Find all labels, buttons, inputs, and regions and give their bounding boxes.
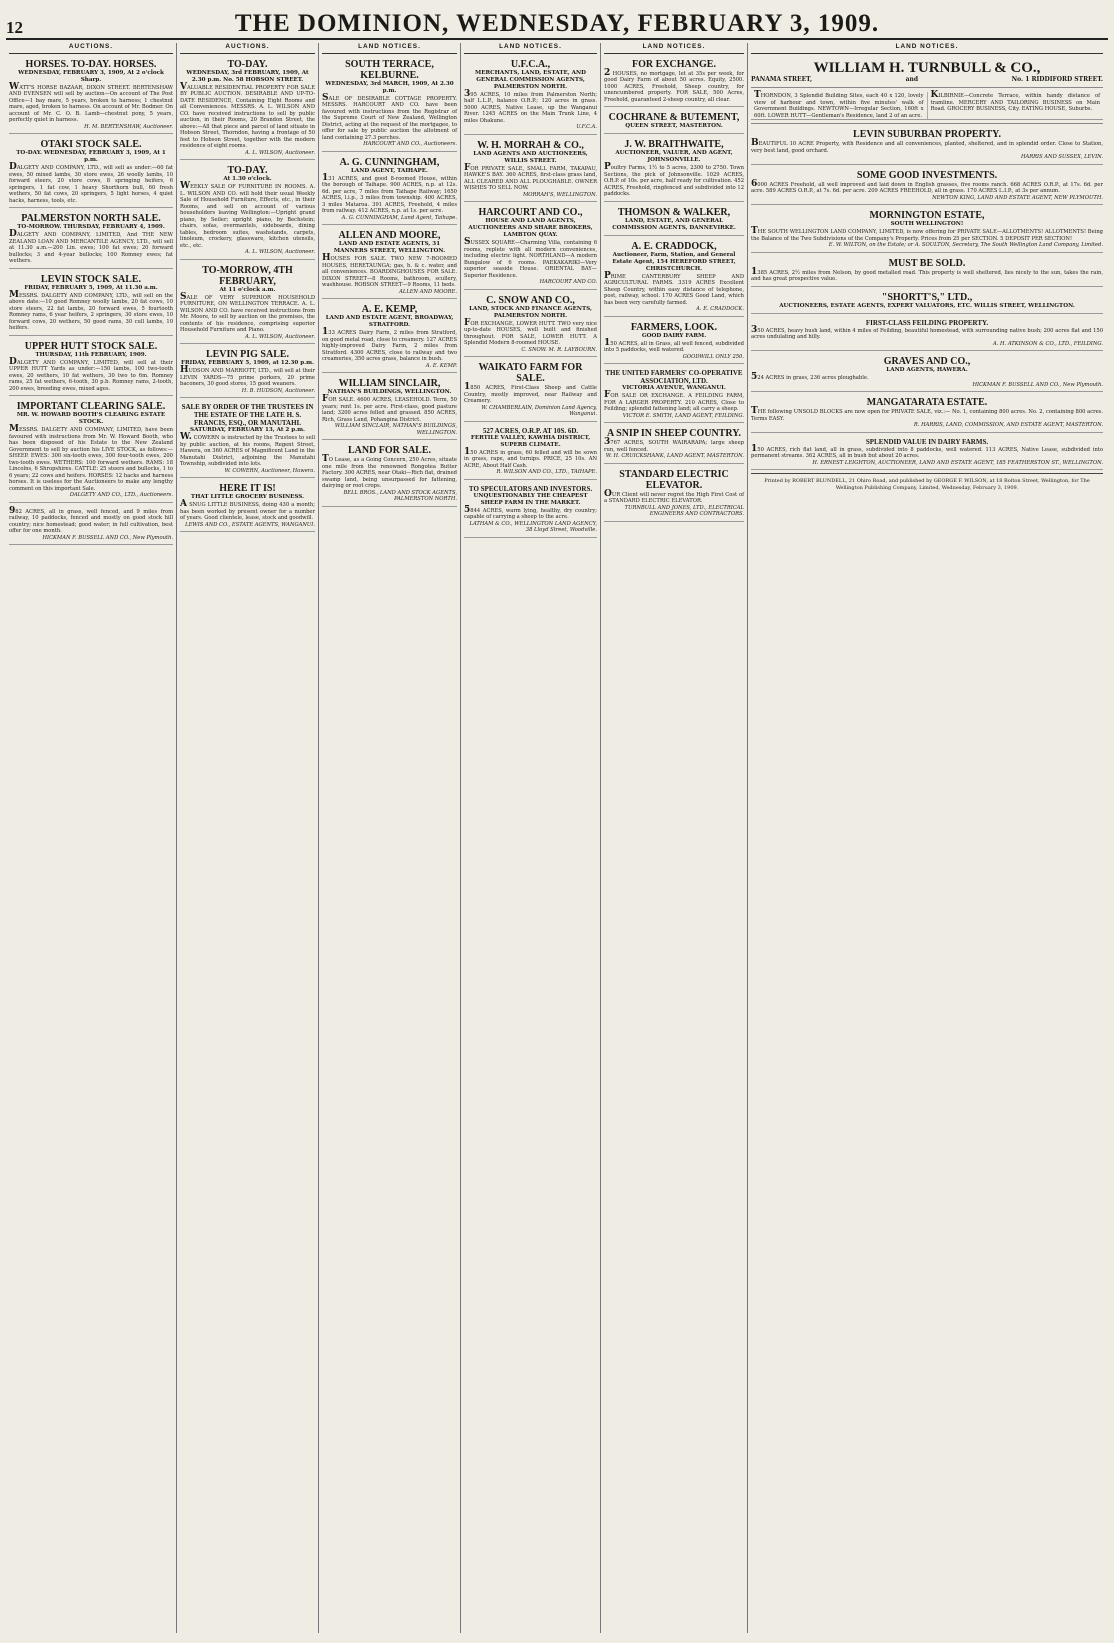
advertisement [180,163,315,260]
ad-body: DALGETY AND COMPANY, LIMITED, will sell at their UPPER HUTT Yards as under:—150 lambs, 100 two-tooth ewes, 20 wethers, 10 fat wethers, 30 two to 6m. Romney rams, 25 fat wethers, 6-tooth, 30 p.b. Romney rams, 2-tooth, 200 ewes, breeding ewes, mixed ages. [9,356,173,392]
ad-subheading: MERCHANTS, LAND, ESTATE, AND GENERAL COMMISSION AGENTS, PALMERSTON NORTH. [475,69,586,90]
ad-heading: HERE IT IS! [219,483,276,494]
ad-heading: IMPORTANT CLEARING SALE. [16,401,166,412]
advertisement [180,263,315,345]
ad-body: 133 ACRES Dairy Farm, 2 miles from Stratford, on good metal road, close to creamery. 127 ACRES highly-improved Dairy Farm, 2 miles from Stratford. 4300 ACRES, close to railway and two creameries, 350 acres grass, balance in bush. [322,327,457,362]
column-1 [6,43,177,1633]
ad-signature: HARRIS AND SUSSEX, LEVIN. [1020,154,1103,160]
ad-body: FOR EXCHANGE, LOWER HUTT. TWO very nice up-to-date HOUSES, well built and finished throughout. FOR SALE, LOWER HUTT. A Splendid Modern 8-roomed HOUSE. [464,317,597,346]
ad-signature: NEWTON KING, LAND AND ESTATE AGENT, NEW PLYMOUTH. [932,194,1103,201]
ad-body: 1385 ACRES, 2½ miles from Nelson, by good metalled road. This property is well sheltered, lies nicely to the sun, takes the rain, and has great prospective value. [751,266,1103,282]
advertisement [604,205,744,236]
advertisement [604,426,744,464]
ad-subheading: LAND, ESTATE, AND GENERAL COMMISSION AGENTS, DANNEVIRKE. [612,217,736,231]
advertisement [751,354,1103,392]
ad-heading: WAIKATO FARM FOR SALE. [478,362,583,384]
ad-body: THE following UNSOLD BLOCKS are now open for PRIVATE SALE, viz.:— No. 1, containing 800 acres. No. 2, containing 800 acres. Terms EASY. [751,406,1103,422]
ad-heading: STANDARD ELECTRIC ELEVATOR. [619,468,729,491]
ad-body: 395 ACRES, 10 miles from Palmerston North; half L.L.P., balance O.R.P.; 120 acres in grass. 5000 ACRES, Native Lease, up the Wanganui River. 1245 ACRES on the Main Trunk Line, 4 miles Ohakune. [464,88,597,124]
ad-signature: BELL BROS., LAND AND STOCK AGENTS, PALMERSTON NORTH. [343,489,457,502]
banner-advertisement [751,57,1103,89]
ad-heading: C. SNOW AND CO., [486,294,575,306]
ad-subheading: HOUSE AND LAND AGENTS, AUCTIONEERS AND SHARE BROKERS, LAMBTON QUAY. [468,218,593,238]
ad-signature: W. CHAMBERLAIN, Dominion Land Agency, Wanganui. [481,404,597,417]
ad-subheading: GOOD DAIRY FARM. [641,332,707,339]
advertisement [180,57,315,161]
advertisement [751,436,1103,471]
ad-subheading: Auctioneer, Farm, Station, and General Estate Agent, 154 HEREFORD STREET, CHRISTCHURCH. [612,251,736,272]
ad-heading: LEVIN SUBURBAN PROPERTY. [853,129,1001,140]
ad-signature: DALGETY AND CO., LTD., Auctioneers. [69,492,173,498]
advertisement [9,272,173,336]
ad-body: 2 HOUSES, no mortgage, let at 35s per week, for good Dairy Farm of about 50 acres. Equity, 2500. 1000 ACRES, Freehold, Sheep country, for unencumbered property. FOR SALE, 500 Acres, Freehold, guaranteed 2-sheep country, all clear. [604,67,744,103]
ad-subheading: UNQUESTIONABLY THE CHEAPEST SHEEP FARM IN THE MARKET. [473,492,588,506]
newspaper-title: THE DOMINION, WEDNESDAY, FEBRUARY 3, 1909. [234,10,880,37]
ad-subheading: AUCTIONEERS, ESTATE AGENTS, EXPERT VALUATORS, ETC. WILLIS STREET, WELLINGTON. [779,302,1075,309]
ad-body: OUR Client will never regret the High First Cost of a STANDARD ELECTRIC ELEVATOR. [604,488,744,504]
ad-body: 524 ACRES in grass, 236 acres ploughable. [751,372,869,382]
ad-heading: SOUTH TERRACE, KELBURNE. [345,58,434,81]
advertisement [464,360,597,422]
section-heading: LAND NOTICES. [322,43,457,54]
ad-subheading: SOUTH WELLINGTON! [890,221,964,227]
ad-subheading: WEDNESDAY, 3rd MARCH, 1909, At 2.30 p.m. [325,80,454,94]
ad-body: THE SOUTH WELLINGTON LAND COMPANY, LIMITED, is now offering for PRIVATE SALE—ALLOTMENTS! ALLOTMENTS! Being the Balance of the Two Subdivisions of the Company's Property. Prices from 25 per SECTION. 5 DEPOSIT PER SECTION! [751,226,1103,242]
ad-signature: A. G. CUNNINGHAM, Land Agent, Taihape. [341,214,457,221]
advertisement [9,399,173,503]
ad-signature: E. W. WILTON, on the Estate; or A. SOULTON, Secretary, The South Wellington Land Company, Limited. [828,242,1103,248]
ad-heading: FARMERS, LOOK. [630,321,718,333]
ad-heading: PALMERSTON NORTH SALE. [21,213,161,224]
ad-body: 6000 ACRES Freehold, all well improved and laid down in English grasses, five rooms ranch. 668 ACRES O.R.P., at 17s. 6d. per acre. 589 ACRES O.R.P., at 7s. 6d. per acre. 209 ACRES FREEHOLD, all in grass. 170 ACRES L.I.P., at 3s per annum. [751,178,1103,194]
ad-signature: HICKMAN F. BUSSELL AND CO., New Plymouth. [972,381,1103,388]
ad-body: BEAUTIFUL 10 ACRE Property, with Residence and all conveniences, planted, sheltered, and in splendid order. Close to Station, very best land, good orchard. [751,138,1103,154]
ad-heading: THOMSON & WALKER, [617,206,731,218]
ad-body: SUSSEX SQUARE—Charming Villa, containing 6 rooms, replete with all modern conveniences, including electric light. NORTHLAND—A modern Bungalow of 6 rooms. PAEKAKARIKI—Very superior seaside House. ORIENTAL BAY—Superior Residence. [464,237,597,279]
ad-subheading: FRIDAY, FEBRUARY 5, 1909, at 12.30 p.m. [181,360,314,366]
ad-signature: VICTOR E. SMITH, LAND AGENT, FEILDING. [622,412,744,419]
ad-signature: A. E. KEMP. [425,362,457,369]
advertisement [751,127,1103,165]
ad-body: WATT'S HORSE BAZAAR, DIXON STREET. BERTENSHAW AND EVENSEN will sell by auction—On account of The Post Office—1 bay mare, 5 years, broken to harness; 1 chestnut mare, aged, broken to harness. On account of Mr. Bodmer. On account of Mr. C. O. B. Lamb—chestnut pony, 5 years, perfectly quiet in harness. [9,81,173,123]
advertisement [180,481,315,532]
ad-body: SALE OF DESIRABLE COTTAGE PROPERTY. MESSRS. HARCOURT AND CO. have been favoured with instructions from the Registrar of the Supreme Court of New Zealand, Wellington District, acting at the request of the mortgagee, to offer for sale by public auction the allotment of land containing 27.3 perches. [322,92,457,141]
advertisement [751,290,1103,314]
ad-signature: A. L. WILSON, Auctioneer. [245,149,315,156]
ad-signature: W. COWERN, Auctioneer, Hawera. [224,467,315,474]
advertisement [751,168,1103,206]
ad-body: 150 ACRES, all in Grass, all well fenced, subdivided into 5 paddocks, well watered. [604,337,744,353]
ad-signature: H. B. HUDSON, Auctioneer. [241,387,315,394]
ad-subheading: WEDNESDAY, 3rd FEBRUARY, 1909, At 2.30 p.m. No. 58 HOBSON STREET. [186,69,309,83]
advertisement [464,138,597,203]
ad-heading: TO-MORROW, 4TH FEBRUARY, [202,264,293,287]
ad-signature: HARCOURT AND CO. [539,279,597,285]
advertisement [9,211,173,269]
ad-subheading: TO-DAY. WEDNESDAY, FEBRUARY 3, 1909, At 1 p.m. [16,150,166,163]
listing-text: KILBIRNIE—Concrete Terrace, within handy distance of tramline. MERCERY AND TAILORING BUSINESS on Main Road. GROCERY BUSINESS, City. EATING HOUSE, Suburbs. [930,90,1100,112]
advertisement [464,483,597,538]
ad-heading: TO SPECULATORS AND INVESTORS. [468,484,593,493]
column-2 [177,43,319,1633]
ad-signature: LEWIS AND CO., ESTATE AGENTS, WANGANUI. [185,521,315,528]
advertisement [464,425,597,480]
ad-signature: H. M. BERTENSHAW, Auctioneer. [84,123,173,130]
ad-subheading: At 1.30 o'clock. [223,176,272,182]
advertisement [180,401,315,478]
ad-heading: UPPER HUTT STOCK SALE. [24,340,158,352]
column-3 [319,43,461,1633]
ad-signature: HICKMAN F. BUSSELL AND CO., New Plymouth. [42,534,173,541]
ad-subheading: THAT LITTLE GROCERY BUSINESS. [190,494,305,500]
ad-subheading: LAND AND ESTATE AGENT, BROADWAY, STRATFORD. [325,315,454,328]
ad-signature: H. ERNEST LEIGHTON, AUCTIONEER, LAND AND ESTATE AGENT, 185 FEATHERSTON ST., WELLINGTON. [812,459,1103,466]
advertisement [751,208,1103,253]
ad-subheading: THURSDAY, 11th FEBRUARY, 1909. [35,351,147,358]
ad-body: 131 ACRES, and good 8-roomed House, within the borough of Taihape. 900 ACRES, n.p. at 12s. 6d. per acre, 7 miles from Taihape Railway; 1650 ACRES, l.i.p., 3 miles from township. 400 ACRES, 3 miles Mataroa. 391 ACRES, Freehold, 4 miles from railway. 412 ACRES, n.p. at 1s. per acre. [322,172,457,214]
advertisement [322,302,457,373]
advertisement [9,137,173,208]
ad-subheading: QUEEN STREET, MASTERTON. [625,123,723,129]
advertisement [604,467,744,522]
advertisement [464,205,597,290]
ad-body: 982 ACRES, all in grass, well fenced, and 9 miles from railway, 10 paddocks, fenced and mostly on good stock hill country; nice homestead; good water; in full cultivation, best offer for one month. [9,505,173,534]
ad-body: DALGETY AND COMPANY, LIMITED, And THE NEW ZEALAND LOAN AND MERCANTILE AGENCY, LTD., will sell at 11.30 a.m.—200 Lin. ewes; 100 fat ewes; 20 forward bullocks; 3 and 4-year bullocks; 100 Romney ewes; fat wethers. [9,229,173,264]
ad-heading: HARCOURT AND CO., [478,207,583,218]
ad-subheading: FRIDAY, FEBRUARY 5, 1909, At 11.30 a.m. [24,284,158,291]
ad-heading: A. G. CUNNINGHAM, [339,156,440,168]
ad-heading: MUST BE SOLD. [888,257,966,269]
ad-signature: GOODWILL ONLY 250. [682,353,744,360]
ad-heading: LEVIN STOCK SALE. [40,273,142,285]
ad-heading: W. H. MORRAH & CO., [477,139,584,151]
printer-imprint: Printed by ROBERT BLUNDELL, 21 Ohiro Road, and published by GEORGE F. WILSON, at 18 Bolton Street, Wellington, for The Wellington Publishing Company, Limited, Wednesday, February 3, 1909. [751,473,1103,491]
ad-body: VALUABLE RESIDENTIAL PROPERTY FOR SALE BY PUBLIC AUCTION. DESIRABLE AND UP-TO-DATE RESIDENCE, Containing Eight Rooms and all Conveniences. MESSRS. A. L. WILSON AND CO. have received instructions to sell by public auction, in their Rooms, 20 Brandon Street, the above:—All that piece and parcel of land situate in Hobson Street, Thorndon, having a frontage of 50 feet to Hobson Street, together with the modern residence of eight rooms. [180,81,315,149]
ad-body: SALE OF VERY SUPERIOR HOUSEHOLD FURNITURE, ON WELLINGTON TERRACE. A. L. WILSON AND CO. have received instructions from Mr. Moore, to sell by auction on the premises, the contents of his residence, comprising superior Household Furniture and Piano. [180,291,315,333]
advertisement [9,57,173,135]
advertisement [322,376,457,440]
advertisement [322,155,457,226]
advertisement [604,367,744,423]
advertisement [464,57,597,135]
ad-body: TO Lease, as a Going Concern, 250 Acres, situate one mile from the renowned Rongotea Butter Factory. 300 ACRES, near Otaki—Rich flat, drained swamp land, being unsurpassed for fattening, dairying or root crops. [322,454,457,489]
ad-signature: R. HARRIS, LAND, COMMISSION, AND ESTATE AGENT, MASTERTON. [913,422,1103,428]
ad-body: W. COWERN is instructed by the Trustees to sell by public auction, at his rooms, Regent Street, Hawera, on 360 ACRES of Magnificent Land in the Manutahi District, adjoining the Manutahi Township, subdivided into lots. [180,432,315,467]
advertisement [464,293,597,358]
ad-body: A SNUG LITTLE BUSINESS, doing 430 a month; has been worked by present owner for a number of years. Good clientele, lease, stock and goodwill. [180,499,315,521]
columns [6,43,1108,1633]
ad-body: 150 ACRES, rich flat land, all in grass, subdivided into 8 paddocks, well watered. 113 ACRES, Native Lease, subdivided into permanent streams. 362 ACRES, all in bush but about 20 acres. [751,443,1103,459]
ad-heading: FOR EXCHANGE. [632,58,716,70]
ad-heading: MANGATARATA ESTATE. [866,397,988,408]
ad-heading: LEVIN PIG SALE. [205,349,290,360]
ad-signature: LATHAM & CO., WELLINGTON LAND AGENCY, 38 Lloyd Street, Woodville. [469,520,597,533]
ad-signature: W. H. CRUICKSHANK, LAND AGENT, MASTERTON. [605,453,744,459]
section-heading: AUCTIONS. [180,43,315,54]
ad-heading: OTAKI STOCK SALE. [40,139,142,150]
column-6 [748,43,1106,1633]
ad-subheading: TO-MORROW. THURSDAY, FEBRUARY 4, 1909. [17,224,165,230]
ad-heading: WILLIAM SINCLAIR, [338,378,441,389]
ad-signature: A. H. ATKINSON & CO., LTD., FEILDING. [992,340,1103,347]
ad-signature: ALLEN AND MOORE. [399,288,457,295]
banner-location-mid: and [905,75,919,83]
advertisement [322,443,457,507]
section-heading: LAND NOTICES. [751,43,1103,54]
section-heading: LAND NOTICES. [464,43,597,54]
ad-signature: HARCOURT AND CO., Auctioneers. [363,141,457,147]
advertisement [322,57,457,152]
ad-body: FOR SALE OR EXCHANGE. A FEILDING FARM, FOR A LARGER PROPERTY. 210 ACRES, Close to Feilding; splendid fattening land; all carry a sheep. [604,390,744,412]
advertisement [322,228,457,299]
section-heading: AUCTIONS. [9,43,173,54]
ad-heading: MORNINGTON ESTATE, [869,210,985,221]
ad-body: MESSRS. DALGETY AND COMPANY, LIMITED, have been favoured with instructions from Mr. W. Howard Booth, who has been disposed of his Estate to the New Zealand Government to sell by auction his LIVE STOCK, as follows:—SHEEP. EWES: 300 six-tooth ewes, 300 four-tooth ewes, 200 two-tooth ewes. WETHERS: 100 forward wethers. RAMS: 18 Lincolns, 6 Shropshires. CATTLE: 25 steers and bullocks, 1 to 6 years; 22 cows and heifers. HORSES: 12 hacks and harness horses. It is useless for the Auctioneers to make any lengthy comment on this important Sale. [9,424,173,492]
banner-name: WILLIAM H. TURNBULL & CO., [813,59,1041,76]
ad-subheading: FERTILE VALLEY, KAWHIA DISTRICT, SUPERB CLIMATE. [470,434,591,448]
advertisement [604,110,744,134]
ad-signature: R. WILSON AND CO., LTD., TAIHAPE. [496,469,597,475]
advertisement [604,239,744,317]
ad-body: MESSRS. DALGETY AND COMPANY, LTD., will sell on the above date:—10 good Romney woolly lambs, 20 fat cows, 10 store steers, 22 fat lambs, 20 forward ewes, 5 fourtooth Romney rams, 6 year heifers, 2 springers, 30 store ewes, 10 forward cows, 20 wethers, 50 good rams, 30 cull lambs, 10 heifers. [9,289,173,331]
ad-body: HUDSON AND MARRIOTT, LTD., will sell at their LEVIN YARDS—75 prime porkers, 20 prime baconers, 30 good stores, 15 good weaners. [180,365,315,387]
ad-heading: THE UNITED FARMERS' CO-OPERATIVE ASSOCIATION, LTD. [605,369,743,385]
ad-heading: FIRST-CLASS FEILDING PROPERTY. [865,318,989,327]
ad-subheading: AUCTIONEER, VALUER, AND AGENT, JOHNSONVILLE. [615,150,733,163]
ad-heading: A SNIP IN SHEEP COUNTRY. [606,428,742,439]
page-number: 12 [6,18,23,37]
listing-text: THORNDON, 3 Splendid Building Sites, each 40 x 120, lovely view of harbour and town, within five minutes' walk of Government Buildings. NEWTOWN—Irregular Section, 160ft x 60ft. LOWER HUTT—Gentleman's Residence, land 2 of an acre. [754,90,924,119]
advertisement [751,256,1103,287]
ad-subheading: MR. W. HOWARD BOOTH'S CLEARING ESTATE STOCK. [16,412,166,425]
banner-listing-left [751,92,928,120]
ad-heading: GRAVES AND CO., [883,356,971,367]
ad-heading: HORSES. TO-DAY. HORSES. [25,58,157,70]
ad-body: 3767 ACRES, SOUTH WAIRARAPA; large sheep run, well fenced. [604,437,744,453]
advertisement [604,57,744,108]
ad-subheading: NATHAN'S BUILDINGS, WELLINGTON. [327,389,452,395]
ad-heading: "SHORTT'S," LTD., [881,291,973,303]
ad-subheading: SATURDAY, FEBRUARY 13, At 2 p.m. [190,427,305,433]
section-heading: LAND NOTICES. [604,43,744,54]
ad-signature: WILLIAM SINCLAIR, NATHAN'S BUILDINGS, WELLINGTON. [334,423,457,436]
ad-heading: A. E. KEMP, [361,304,418,315]
advertisement [9,506,173,546]
ad-signature: A. E. CRADDOCK. [696,306,744,312]
ad-body: FOR PRIVATE SALE, SMALL FARM, TAKAPAU, HAWKE'S BAY. 360 ACRES, first-class grass land, ALL CLEARED AND ALL PLOUGHABLE. OWNER WISHES TO SELL NOW. [464,162,597,191]
advertisement [9,339,173,397]
ad-heading: 527 ACRES, O.R.P. AT 10S. 6D. [482,426,579,435]
ad-heading: U.F.C.A., [510,58,551,70]
advertisement [751,395,1103,433]
banner-listing-right [928,92,1104,120]
ad-heading: COCHRANE & BUTEMENT, [608,112,740,123]
ad-body: FOR SALE. 4600 ACRES, LEASEHOLD. Term, 50 years; rent 1s. per acre. First-class, good pasture land; 3200 acres felled and grassed. 850 ACRES, Rich, Grass Land, Pohangina District. [322,394,457,423]
ad-heading: SALE BY ORDER OF THE TRUSTEES IN THE ESTATE OF THE LATE H. S. FRANCIS, ESQ., OR MANUTAHI. [181,403,314,427]
column-5 [601,43,748,1633]
ad-signature: C. SNOW. M. R. LAYBOURN. [521,346,597,353]
ad-heading: TO-DAY. [227,165,268,176]
ad-subheading: LAND, STOCK AND FINANCE AGENTS, PALMERSTON NORTH. [469,305,592,319]
ad-body: 5844 ACRES, warm lying, healthy, dry country; capable of carrying a sheep to the acre. [464,504,597,520]
banner-listings [751,92,1103,124]
ad-body: PRIME CANTERBURY SHEEP AND AGRICULTURAL FARMS. 3319 ACRES Excellent Sheep Country, within easy distance of telephone, post, railway, school. 170 ACRES Good Land, which has been very carefully farmed. [604,270,744,306]
ad-signature: TURNBULL AND JONES, LTD., ELECTRICAL ENGINEERS AND CONTRACTORS. [624,504,744,517]
ad-heading: TO-DAY. [227,58,268,70]
ad-signature: A. L. WILSON, Auctioneer. [245,249,315,255]
ad-subheading: LAND AGENTS, HAWERA. [886,367,968,373]
ad-body: DALGETY AND COMPANY, LTD., will sell as under:—60 fat ewes, 50 mixed lambs, 30 store ewes, 26 woolly lambs, 10 forward steers, 20 store cows, 8 springing heifers, 6 springers, 1 fat cow, 1 heavy Shorthorn bull, 60 fresh wethers, 50 fat cows, 20 springers, 5 light horses, 4 quiet hacks, harness, tools, etc. [9,162,173,204]
ad-signature: U.F.C.A. [576,124,597,130]
ad-heading: SOME GOOD INVESTMENTS. [856,169,998,181]
ad-body: 1850 ACRES, First-Class Sheep and Cattle Country, mostly improved, near Railway and Creamery. [464,382,597,404]
masthead [6,6,1108,40]
advertisement [751,317,1103,352]
ad-body: HOUSES FOR SALE. TWO NEW 7-ROOMED HOUSES, HERETAUNGA; gas, h. & c. water, and all conveniences. BOARDINGHOUSES FOR SALE. DIXON STREET—8 Rooms, bathroom, scullery, washhouse. ROBSON STREET—9 Rooms, 11 beds. [322,253,457,288]
banner-location-left: PANAMA STREET, [751,75,813,83]
ad-body: Poultry Farms, 1½ to 5 acres, 2300 to 2750. Town Sections, the pick of Johnsonville. 1029 ACRES, O.R.P. of 10s. per acre, half ready for cultivation. 452 ACRES, Freehold, ringfenced and subdivided into 12 paddocks. [604,162,744,197]
ad-heading: SPLENDID VALUE IN DAIRY FARMS. [865,437,989,446]
ad-subheading: At 11 o'clock a.m. [219,286,276,293]
advertisement [604,320,744,365]
ad-signature: MORRAH'S, WELLINGTON. [522,191,597,198]
ad-heading: J. W. BRAITHWAITE, [624,139,724,150]
ad-subheading: LAND AND ESTATE AGENTS, 31 MANNERS STREET, WELLINGTON. [333,241,446,254]
advertisement [604,137,744,202]
ad-subheading: LAND AGENT, TAIHAPE. [351,167,428,174]
ad-subheading: VICTORIA AVENUE, WANGANUI. [622,385,726,391]
ad-subheading: WEDNESDAY, FEBRUARY 3, 1909, At 2 o'clock Sharp. [18,69,164,83]
ad-subheading: LAND AGENTS AND AUCTIONEERS, WILLIS STREET. [473,150,588,164]
ad-signature: A. L. WILSON, Auctioneer. [245,333,315,340]
banner-location-right: No. 1 RIDDIFORD STREET. [1011,75,1103,83]
banner-location [751,77,1103,84]
ad-body: 150 ACRES in grass, 60 felled and will be sown in grass, rape, and turnips. PRICE, 25 10s. AN ACRE, About Half Cash. [464,446,597,469]
ad-body: 350 ACRES, heavy bush land, within 4 miles of Feilding, beautiful homestead, with surrounding native bush; 200 acres flat and 150 acres undulating and hilly. [751,324,1103,340]
ad-body: WEEKLY SALE OF FURNITURE IN ROOMS. A. L. WILSON AND CO. will hold their usual Weekly Sale of Household Furniture, Effects, etc., in their Rooms, and sell on account of various householders leaving Wellington:—Upright grand piano, by Seiler; upright piano, by Bechstein; chairs, sofas, overmantels, sideboards, dining tables, bedroom suites, washstands, carpets, linoleum, crockery, glassware, kitchen utensils, etc., etc. [180,181,315,249]
advertisement [180,347,315,398]
ad-heading: ALLEN AND MOORE, [338,230,441,241]
ad-heading: A. E. CRADDOCK, [631,240,717,252]
column-4 [461,43,601,1633]
ad-heading: LAND FOR SALE. [347,445,432,456]
